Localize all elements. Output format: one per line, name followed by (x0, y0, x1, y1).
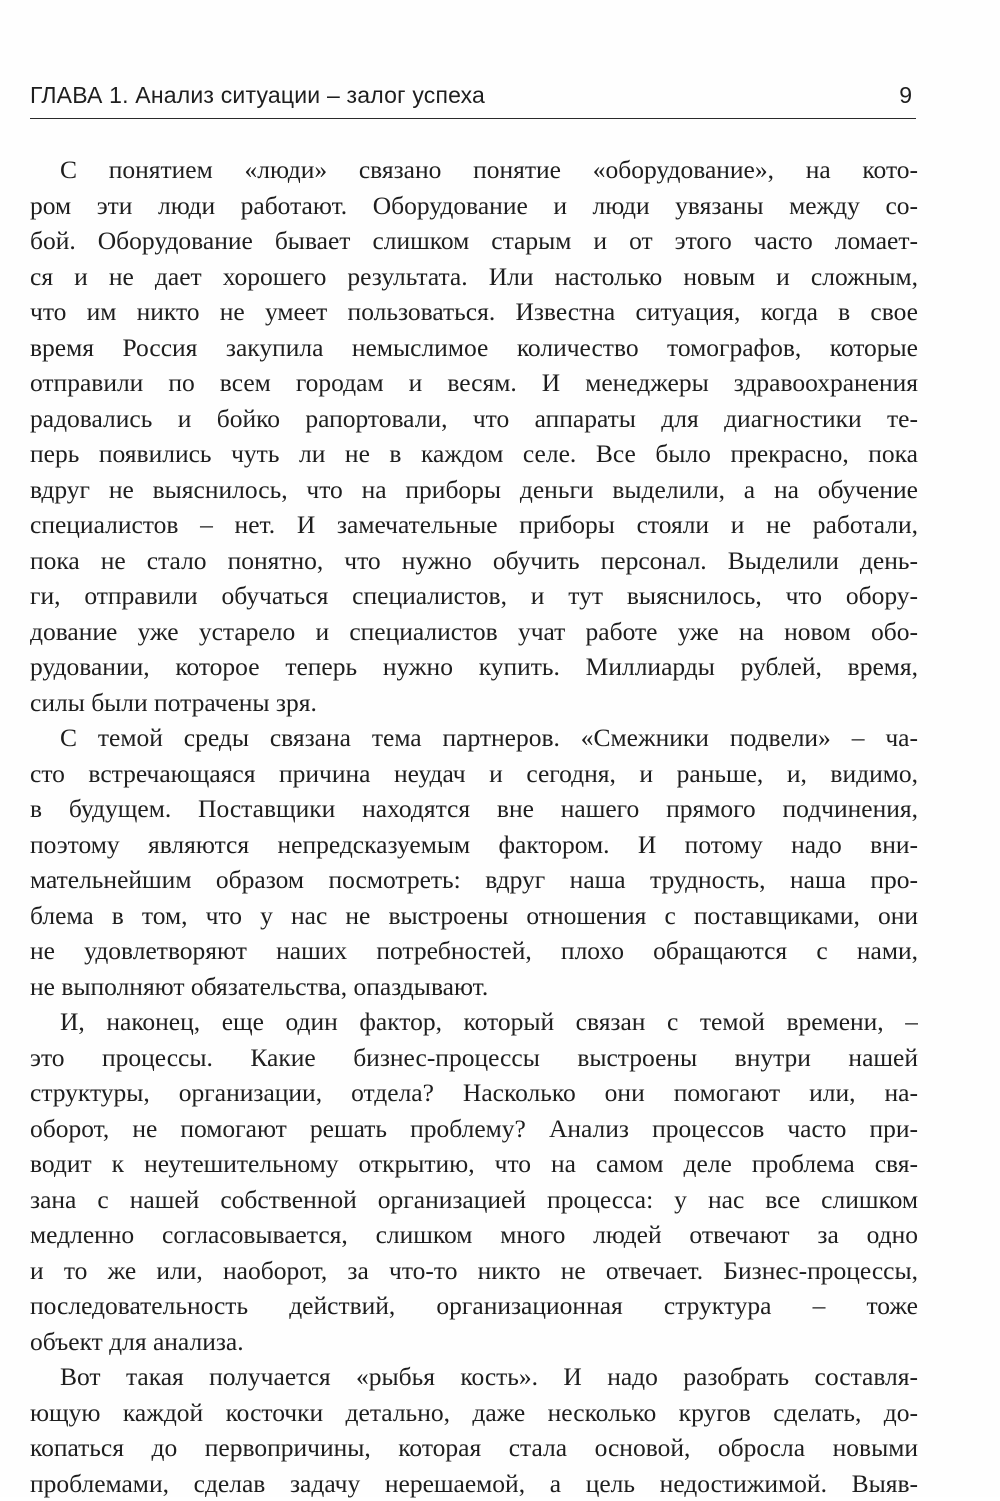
text-line: не удовлетворяют наших потребностей, плохо обращаются с нами, (30, 933, 918, 969)
text-line: вдруг не выяснилось, что на приборы деньги выделили, а на обучение (30, 472, 918, 508)
text-line: рудовании, которое теперь нужно купить. Миллиарды рублей, время, (30, 649, 918, 685)
text-line: И, наконец, еще один фактор, который связан с темой времени, – (30, 1004, 918, 1040)
paragraph (30, 720, 918, 1004)
chapter-title: ГЛАВА 1. Анализ ситуации – залог успеха (30, 82, 485, 109)
text-line: перь появились чуть ли не в каждом селе. Все было прекрасно, пока (30, 436, 918, 472)
text-line: специалистов – нет. И замечательные приборы стояли и не работали, (30, 507, 918, 543)
text-line: не выполняют обязательства, опаздывают. (30, 969, 918, 1005)
text-line: силы были потрачены зря. (30, 685, 918, 721)
text-line: мательнейшим образом посмотреть: вдруг наша трудность, наша про- (30, 862, 918, 898)
text-line: оборот, не помогают решать проблему? Анализ процессов часто при- (30, 1111, 918, 1147)
text-line: время Россия закупила немыслимое количество томографов, которые (30, 330, 918, 366)
text-line: дование уже устарело и специалистов учат работе уже на новом обо- (30, 614, 918, 650)
paragraph (30, 152, 918, 720)
text-line: ющую каждой косточки детально, даже несколько кругов сделать, до- (30, 1395, 918, 1431)
paragraph (30, 1359, 918, 1501)
text-line: блема в том, что у нас не выстроены отношения с поставщиками, они (30, 898, 918, 934)
text-line: поэтому являются непредсказуемым фактором. И потому надо вни- (30, 827, 918, 863)
text-line: С понятием «люди» связано понятие «оборудование», на кото- (30, 152, 918, 188)
text-line: С темой среды связана тема партнеров. «Смежники подвели» – ча- (30, 720, 918, 756)
text-line: и то же или, наоборот, за что-то никто не отвечает. Бизнес-процессы, (30, 1253, 918, 1289)
text-line: ром эти люди работают. Оборудование и люди увязаны между со- (30, 188, 918, 224)
page-number: 9 (899, 82, 912, 109)
text-line: структуры, организации, отдела? Насколько они помогают или, на- (30, 1075, 918, 1111)
text-line: копаться до первопричины, которая стала основой, обросла новыми (30, 1430, 918, 1466)
text-line: медленно согласовывается, слишком много людей отвечают за одно (30, 1217, 918, 1253)
text-line: сто встречающаяся причина неудач и сегодня, и раньше, и, видимо, (30, 756, 918, 792)
text-line: что им никто не умеет пользоваться. Известна ситуация, когда в свое (30, 294, 918, 330)
paragraph (30, 1004, 918, 1359)
text-line: отправили по всем городам и весям. И менеджеры здравоохранения (30, 365, 918, 401)
text-line: последовательность действий, организационная структура – тоже (30, 1288, 918, 1324)
text-line: зана с нашей собственной организацией процесса: у нас все слишком (30, 1182, 918, 1218)
text-line: пока не стало понятно, что нужно обучить персонал. Выделили день- (30, 543, 918, 579)
text-line: радовались и бойко рапортовали, что аппараты для диагностики те- (30, 401, 918, 437)
text-line: в будущем. Поставщики находятся вне нашего прямого подчинения, (30, 791, 918, 827)
text-line: бой. Оборудование бывает слишком старым и от этого часто ломает- (30, 223, 918, 259)
text-line: ги, отправили обучаться специалистов, и тут выяснилось, что обору- (30, 578, 918, 614)
text-line: водит к неутешительному открытию, что на самом деле проблема свя- (30, 1146, 918, 1182)
text-line: ся и не дает хорошего результата. Или настолько новым и сложным, (30, 259, 918, 295)
text-line: это процессы. Какие бизнес-процессы выстроены внутри нашей (30, 1040, 918, 1076)
running-header (30, 78, 916, 119)
body-text (30, 152, 918, 1501)
text-line: проблемами, сделав задачу нерешаемой, а цель недостижимой. Выяв- (30, 1466, 918, 1501)
text-line: объект для анализа. (30, 1324, 918, 1360)
text-line: Вот такая получается «рыбья кость». И надо разобрать составля- (30, 1359, 918, 1395)
